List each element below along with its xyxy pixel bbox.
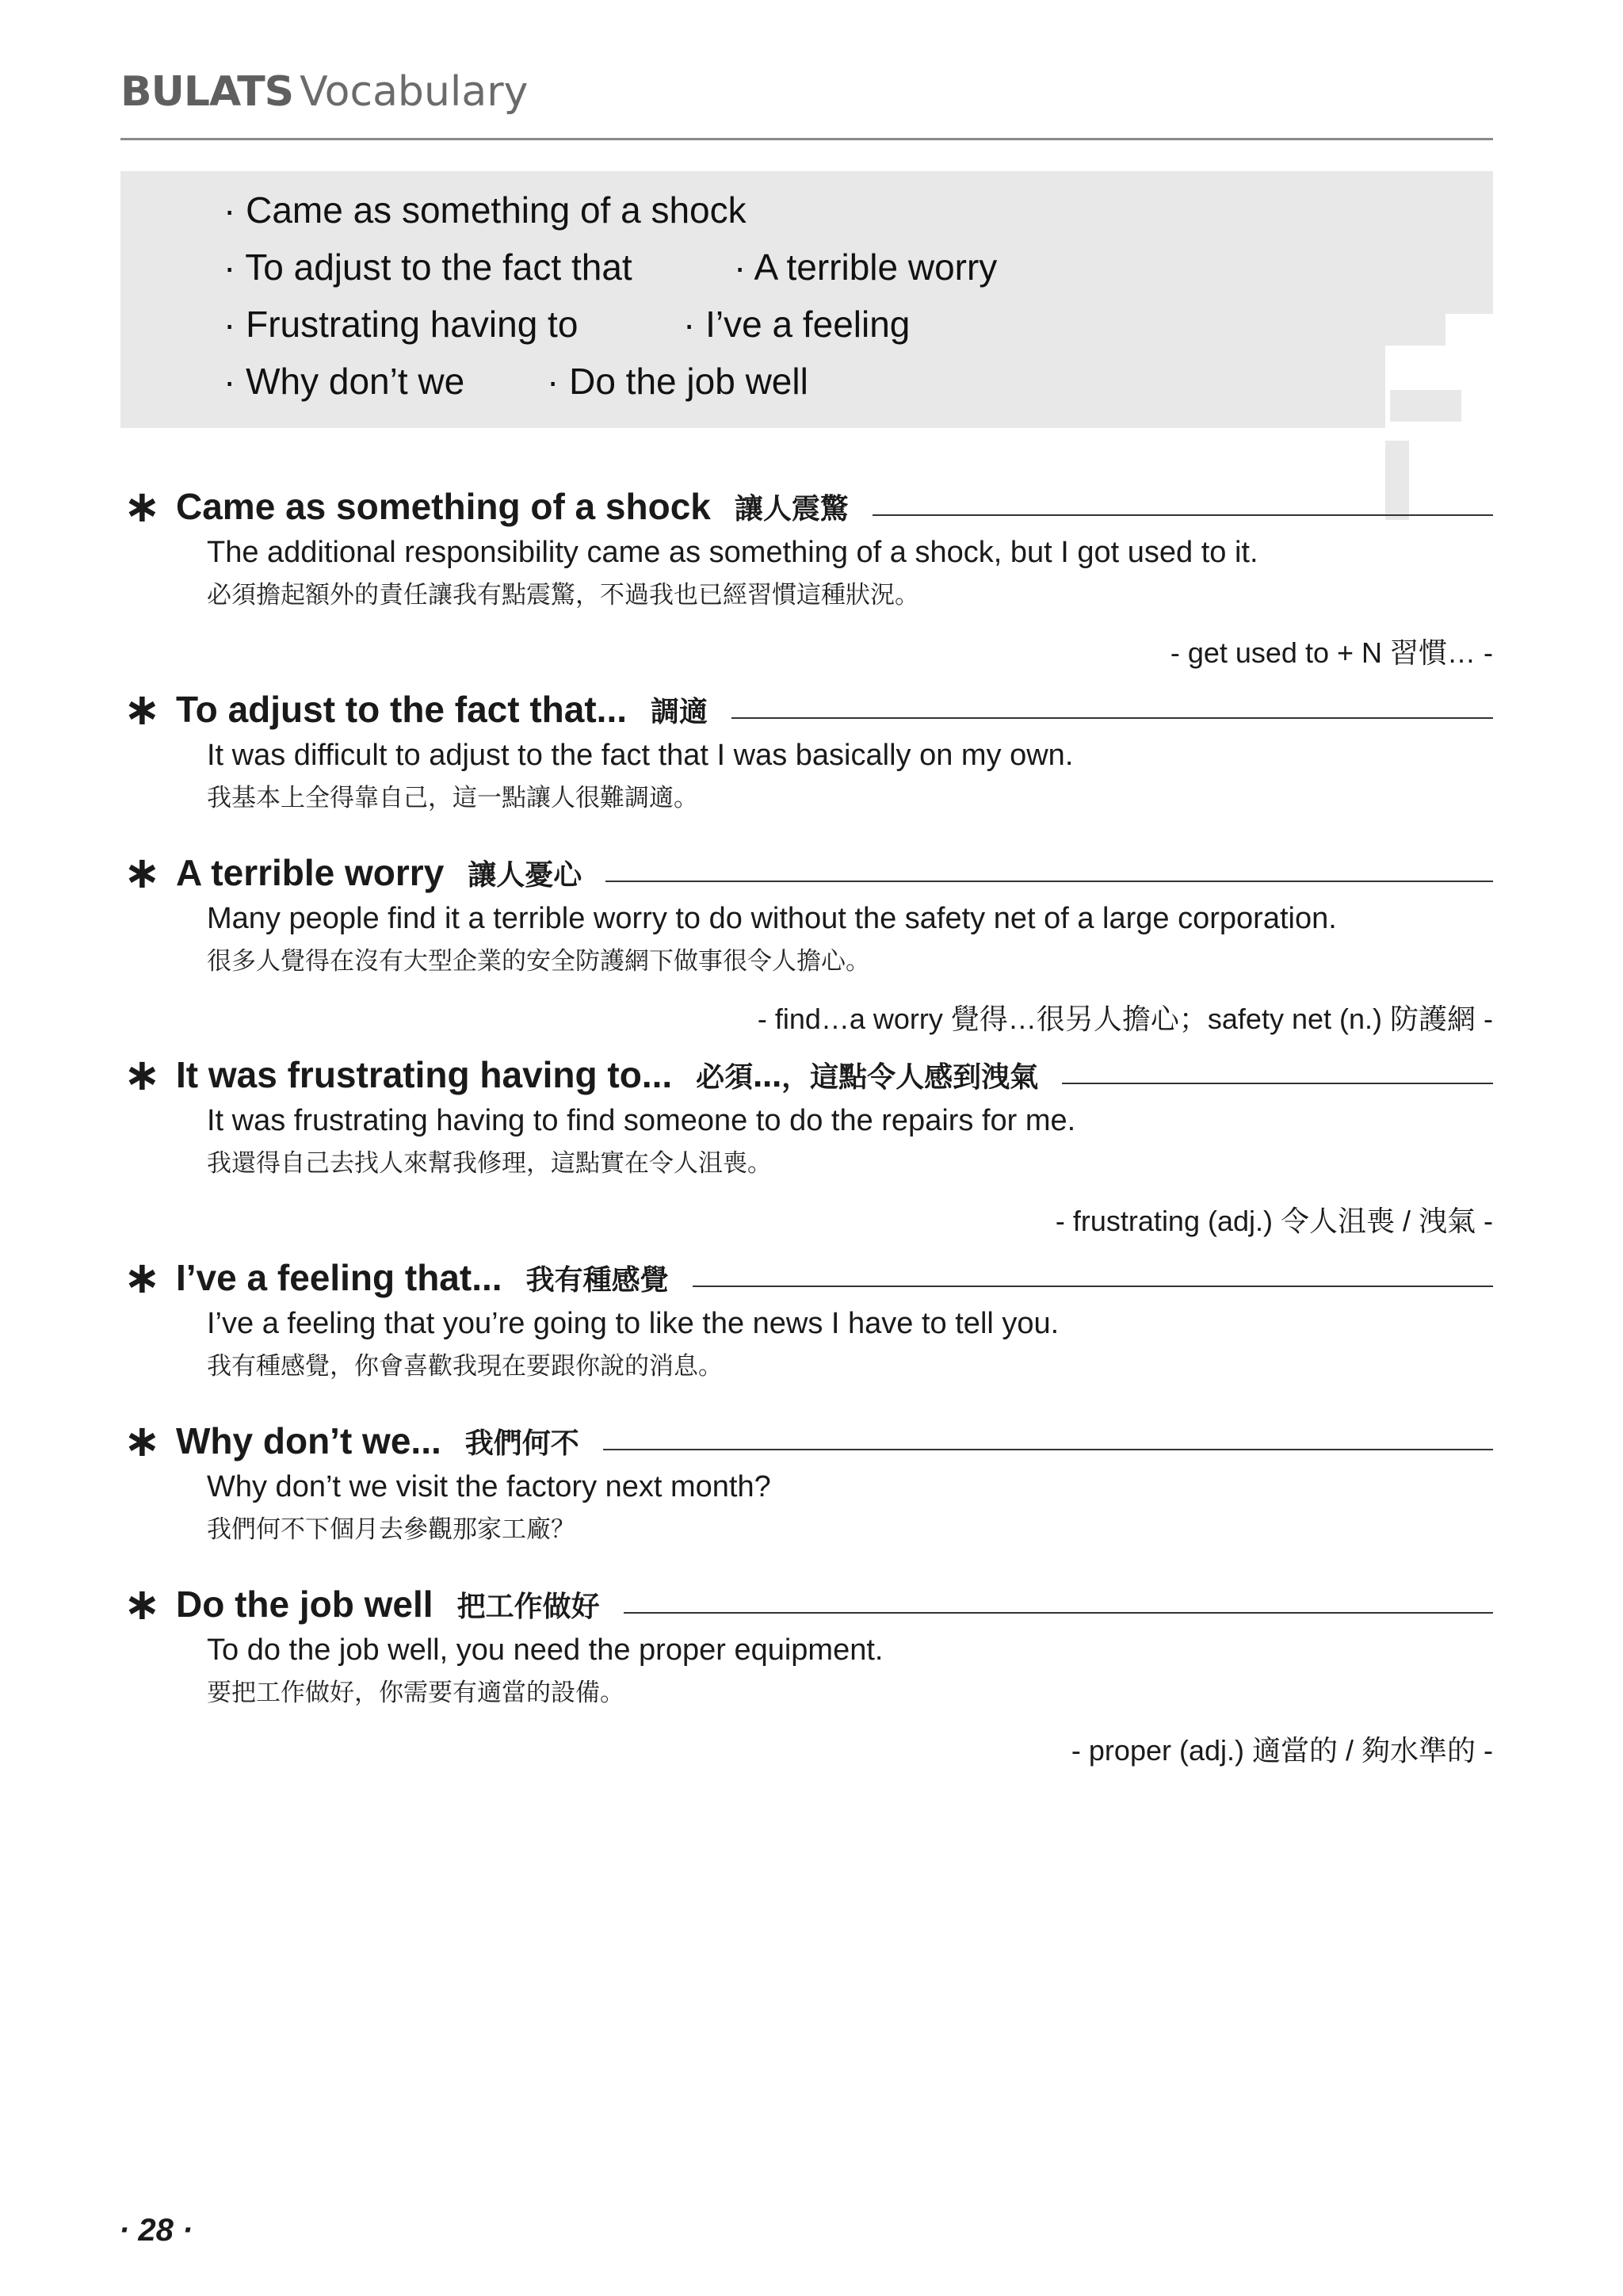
entry-note: - frustrating (adj.) 令人沮喪 / 洩氣 - <box>1055 1205 1493 1237</box>
summary-item: · I’ve a feeling <box>683 304 911 345</box>
summary-item: · Why don’t we <box>223 361 465 402</box>
summary-item: · Frustrating having to <box>223 304 579 345</box>
asterisk-icon: ∗ <box>124 1578 161 1630</box>
entry-translation: 把工作做好 <box>456 1590 600 1623</box>
entry-divider <box>693 1286 1493 1287</box>
asterisk-icon: ∗ <box>124 1251 161 1304</box>
vocab-entry <box>124 845 1493 1037</box>
example-translation: 我基本上全得靠自己，這一點讓人很難調適。 <box>207 784 698 812</box>
example-sentence: It was difficult to adjust to the fact that I was basically on my own. <box>207 739 1074 772</box>
entry-phrase: Do the job well <box>176 1584 433 1625</box>
page-number: · 28 · <box>119 2213 193 2248</box>
example-sentence: To do the job well, you need the proper equipment. <box>207 1633 884 1667</box>
vocab-entry <box>124 479 1493 671</box>
example-translation: 我有種感覺，你會喜歡我現在要跟你說的消息。 <box>207 1352 723 1381</box>
example-translation: 我們何不下個月去參觀那家工廠？ <box>207 1515 575 1544</box>
vocab-entry <box>124 1250 1493 1381</box>
entry-title-row <box>124 1047 1493 1102</box>
entry-divider <box>624 1612 1493 1614</box>
entry-translation: 必須…，這點令人感到洩氣 <box>696 1060 1039 1094</box>
asterisk-icon: ∗ <box>124 683 161 735</box>
entry-translation: 調適 <box>651 695 708 728</box>
example-sentence: I’ve a feeling that you’re going to like the news I have to tell you. <box>207 1307 1060 1340</box>
example-sentence: It was frustrating having to find someone to do the repairs for me. <box>207 1104 1076 1137</box>
entry-translation: 讓人憂心 <box>468 858 582 892</box>
summary-row <box>223 189 747 236</box>
entry-title-row <box>124 682 1493 737</box>
entry-divider <box>605 881 1493 882</box>
summary-row <box>223 360 808 407</box>
summary-item: · A terrible worry <box>734 246 998 288</box>
example-translation: 要把工作做好，你需要有適當的設備。 <box>207 1679 624 1707</box>
asterisk-icon: ∗ <box>124 846 161 899</box>
entry-divider <box>1062 1083 1493 1084</box>
entry-translation: 我們何不 <box>464 1427 579 1460</box>
entry-note: - find…a worry 覺得…很另人擔心；safety net (n.) 防護網 - <box>757 1003 1493 1035</box>
entry-divider <box>603 1449 1493 1450</box>
example-translation: 我還得自己去找人來幫我修理，這點實在令人沮喪。 <box>207 1149 772 1178</box>
entry-phrase: I’ve a feeling that... <box>176 1257 502 1298</box>
entry-note: - proper (adj.) 適當的 / 夠水準的 - <box>1071 1734 1493 1767</box>
entry-title-row <box>124 1250 1493 1305</box>
entry-phrase: Came as something of a shock <box>176 486 711 527</box>
vocab-entry <box>124 1413 1493 1545</box>
entry-translation: 讓人震驚 <box>734 492 849 525</box>
asterisk-icon: ∗ <box>124 1049 161 1101</box>
entry-note: - get used to + N 習慣… - <box>1170 636 1493 669</box>
summary-box <box>120 171 1493 428</box>
brand-title: BULATS <box>120 68 294 116</box>
summary-item: · To adjust to the fact that <box>223 246 632 288</box>
summary-item: · Came as something of a shock <box>223 189 747 231</box>
summary-row <box>223 303 910 350</box>
entry-divider <box>873 514 1493 516</box>
decorative-shape <box>1430 422 1461 441</box>
entry-title-row <box>124 1413 1493 1469</box>
entry-phrase: A terrible worry <box>176 852 445 893</box>
summary-row <box>223 246 997 293</box>
page-header <box>120 68 1493 140</box>
vocab-entry <box>124 1576 1493 1769</box>
entry-phrase: Why don’t we... <box>176 1420 441 1461</box>
entry-divider <box>731 717 1493 719</box>
example-sentence: The additional responsibility came as something of a shock, but I got used to it. <box>207 536 1258 569</box>
asterisk-icon: ∗ <box>124 480 161 533</box>
example-sentence: Why don’t we visit the factory next month? <box>207 1470 771 1503</box>
example-translation: 很多人覺得在沒有大型企業的安全防護網下做事很令人擔心。 <box>207 947 870 976</box>
entry-phrase: To adjust to the fact that... <box>176 689 628 730</box>
example-sentence: Many people find it a terrible worry to do without the safety net of a large corporation. <box>207 902 1337 935</box>
entry-title-row <box>124 1576 1493 1632</box>
entry-title-row <box>124 479 1493 534</box>
vocab-entry <box>124 682 1493 813</box>
asterisk-icon: ∗ <box>124 1415 161 1467</box>
vocab-entry <box>124 1047 1493 1240</box>
entry-translation: 我有種感覺 <box>525 1263 669 1297</box>
entry-phrase: It was frustrating having to... <box>176 1054 673 1095</box>
entry-title-row <box>124 845 1493 900</box>
header-subtitle: Vocabulary <box>300 68 529 116</box>
summary-item: · Do the job well <box>547 361 808 402</box>
decorative-shape <box>1390 390 1461 422</box>
example-translation: 必須擔起額外的責任讓我有點震驚，不過我也已經習慣這種狀況。 <box>207 581 919 609</box>
